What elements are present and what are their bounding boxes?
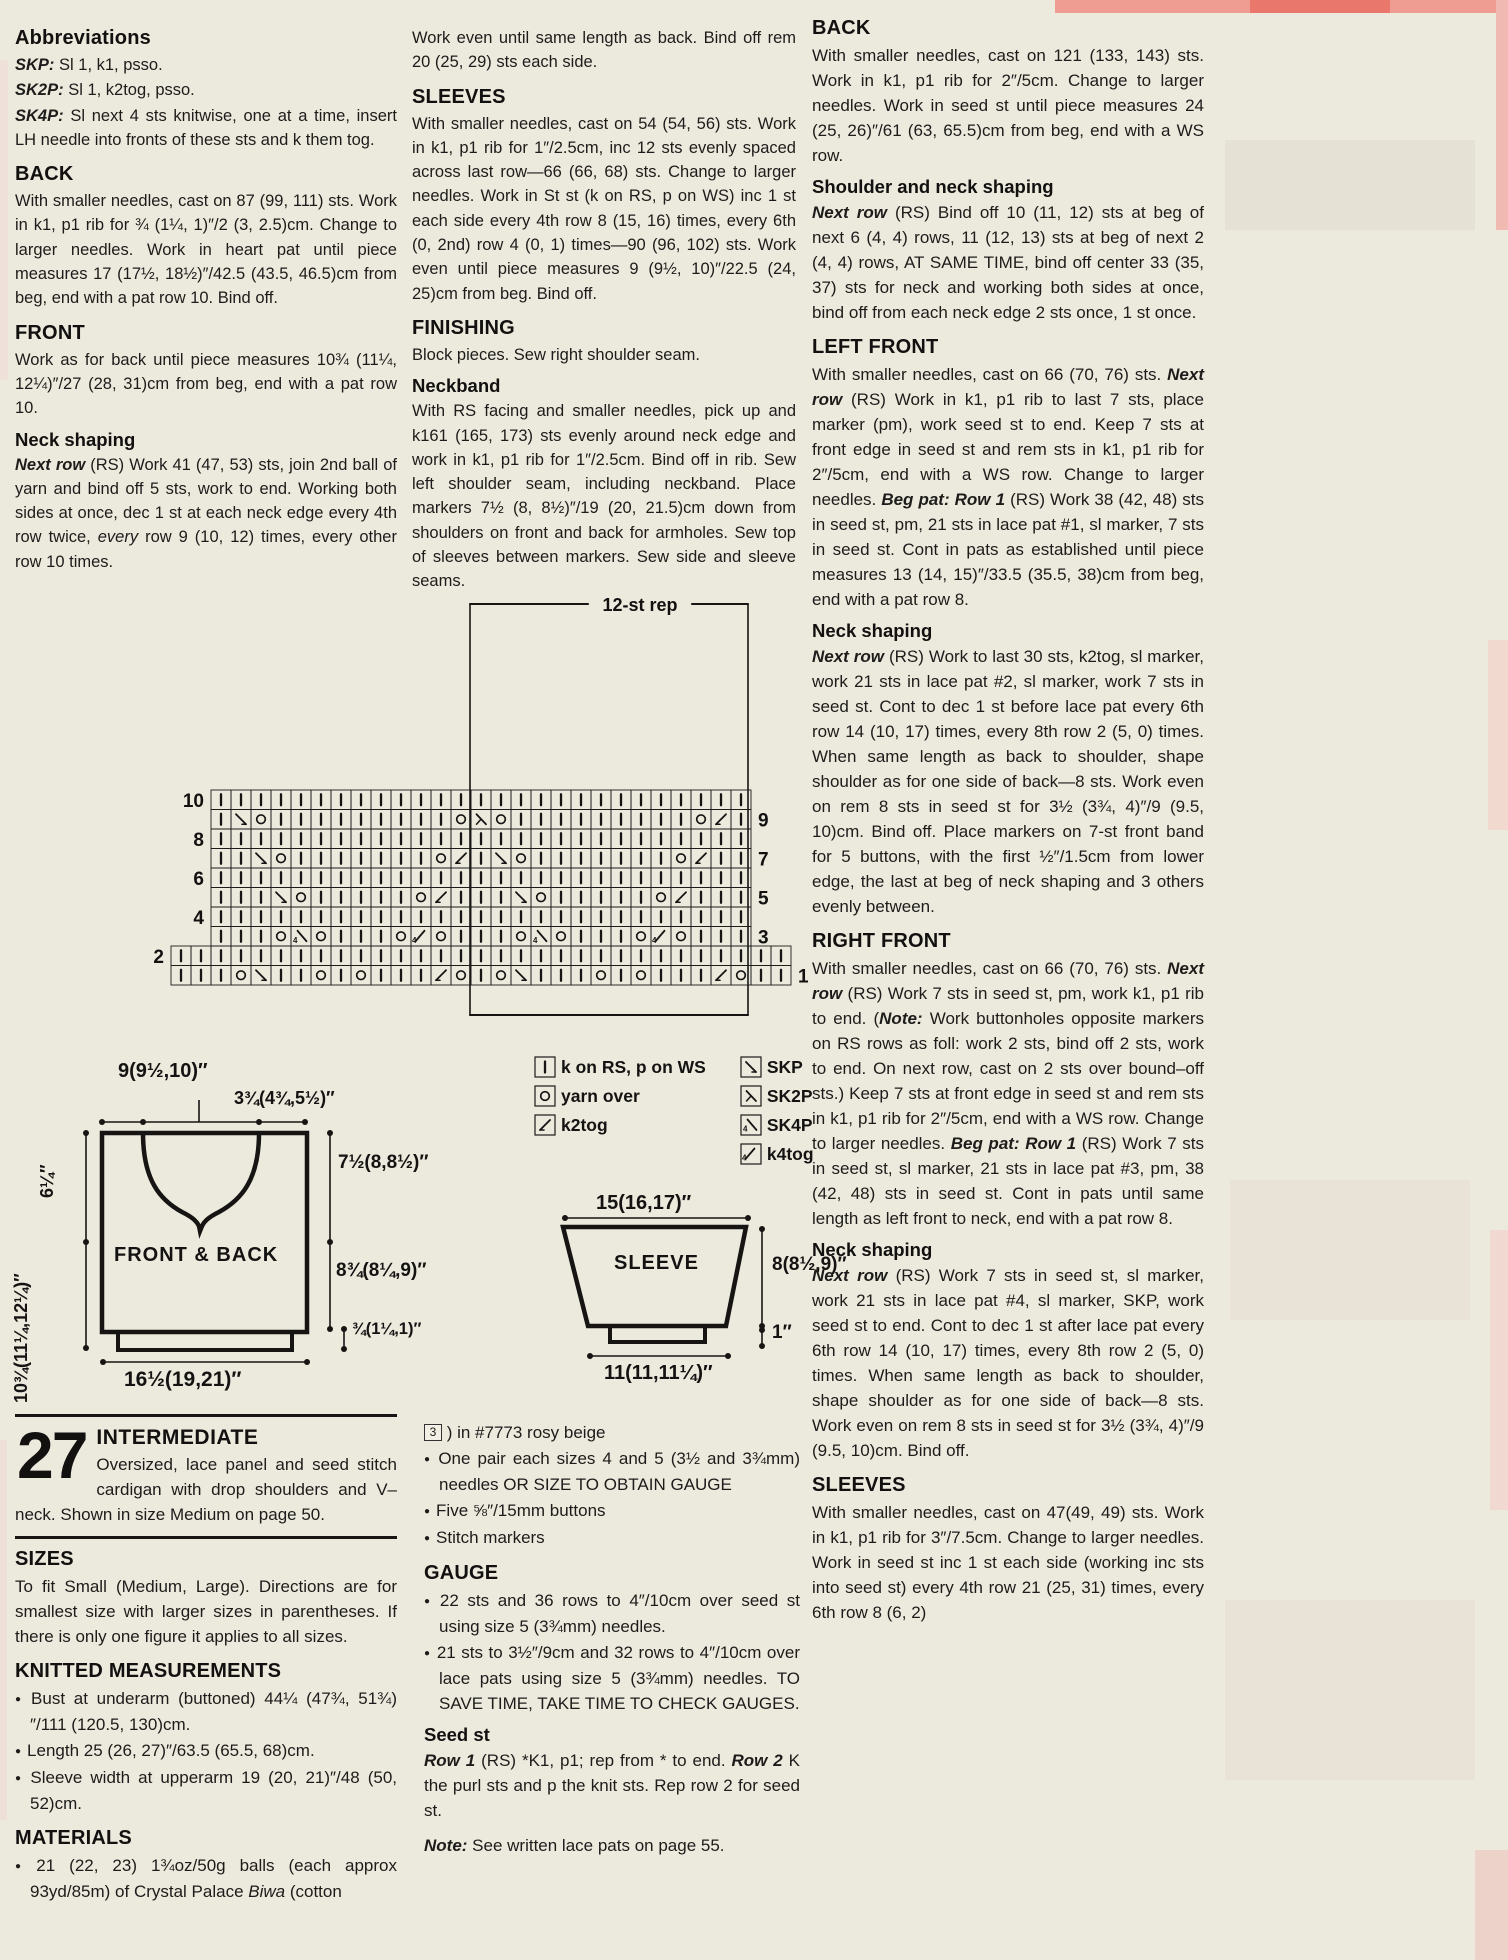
scan-artifact-top-strip-dark bbox=[1250, 0, 1390, 13]
measurement-sleeve-width: ● Sleeve width at upperarm 19 (20, 21)″/48 (50, 52)cm. bbox=[15, 1765, 397, 1816]
abbr-skp: SKP: Sl 1, k1, psso. bbox=[15, 56, 163, 74]
right-front-instructions: With smaller needles, cast on 66 (70, 76) sts. Next row (RS) Work 7 sts in seed st, pm, work k1, p1 rib to end. (Note: Work buttonholes opposite markers on RS rows as foll: work 2 sts, bind off 2 sts, work to end. On next row, cast on 2 sts over bound–off sts.) Keep 7 sts at front edge in seed st and rem sts in k1, p1 rib for 2″/5cm, end with a WS row. Change to larger needles. Beg pat: Row 1 (RS) Work 7 sts in seed st, sl marker, 21 sts in lace pat #3, pm, 38 (42, 48) sts in seed st. Cont in pats until same length as left front to neck, end with a pat row 8. bbox=[812, 959, 1204, 1228]
svg-text:4: 4 bbox=[193, 907, 204, 929]
svg-text:6: 6 bbox=[193, 868, 204, 890]
svg-text:4: 4 bbox=[741, 1153, 747, 1163]
pattern-number: 27 bbox=[17, 1423, 87, 1492]
legend-item-k4tog bbox=[740, 1143, 814, 1165]
chart-legend bbox=[534, 1056, 814, 1165]
legend-item-sk4p bbox=[740, 1114, 814, 1136]
scan-artifact-ghost bbox=[1230, 1180, 1470, 1320]
svg-text:12-st rep: 12-st rep bbox=[602, 595, 678, 615]
finishing-heading: FINISHING bbox=[412, 316, 515, 339]
knitted-measurements-heading: KNITTED MEASUREMENTS bbox=[15, 1660, 282, 1682]
abbreviations-heading: Abbreviations bbox=[15, 27, 151, 49]
fb-shoulder-width-label: 3¾(4¾,5½)″ bbox=[234, 1088, 335, 1108]
front-heading: FRONT bbox=[15, 321, 85, 344]
legend-item-k2tog bbox=[534, 1114, 706, 1136]
neck-shaping-instructions: Next row (RS) Work 41 (47, 53) sts, join 2nd ball of yarn and bind off 5 sts, work to end. Working both sides at once, dec 1 st at each neck edge every 4th row twice, every row 9 (10, 12) times, every other row 10 times. bbox=[15, 455, 397, 571]
shoulder-neck-shaping-heading: Shoulder and neck shaping bbox=[812, 176, 1054, 197]
legend-label: yarn over bbox=[561, 1085, 640, 1106]
k4tog-icon bbox=[740, 1143, 762, 1165]
svg-text:4: 4 bbox=[533, 935, 538, 945]
scan-artifact-right-edge bbox=[1496, 0, 1508, 230]
svg-text:10: 10 bbox=[182, 790, 204, 812]
sleeves-heading: SLEEVES bbox=[412, 85, 506, 108]
scan-artifact bbox=[0, 60, 8, 380]
pattern-description: Oversized, lace panel and seed stitch cardigan with drop shoulders and V–neck. Shown in size Medium on page 50. bbox=[15, 1455, 397, 1524]
legend-item-sk2p bbox=[740, 1085, 814, 1107]
right-column bbox=[812, 16, 1204, 1626]
knit-stitch-icon bbox=[534, 1056, 556, 1078]
right-front-heading: RIGHT FRONT bbox=[812, 930, 951, 952]
sleeve-piece-name: SLEEVE bbox=[614, 1252, 699, 1274]
legend-item-knit bbox=[534, 1056, 706, 1078]
fb-rib-height-label: ¾(1¼,1)″ bbox=[352, 1320, 422, 1338]
materials-buttons: ● Five ⅝″/15mm buttons bbox=[424, 1498, 800, 1524]
scan-artifact-top-strip bbox=[1055, 0, 1508, 13]
gauge-lace: ● 21 sts to 3½″/9cm and 32 rows to 4″/10cm over lace pats using size 5 (3¾mm) needles. TO SAVE TIME, TAKE TIME TO CHECK GAUGES. bbox=[424, 1640, 800, 1716]
lace-chart-grid bbox=[138, 592, 810, 1040]
chart-legend-right bbox=[740, 1056, 814, 1165]
gauge-seed-st: ● 22 sts and 36 rows to 4″/10cm over seed st using size 5 (3¾mm) needles. bbox=[424, 1588, 800, 1639]
fb-yoke-depth-label: 6¼″ bbox=[37, 1164, 57, 1198]
materials-needles: ● One pair each sizes 4 and 5 (3½ and 3¾mm) needles OR SIZE TO OBTAIN GAUGE bbox=[424, 1446, 800, 1497]
left-column-bottom bbox=[15, 1414, 397, 1905]
legend-label: SK2P bbox=[766, 1085, 813, 1106]
divider bbox=[15, 1414, 397, 1417]
neckband-instructions: With RS facing and smaller needles, pick up and k161 (165, 173) sts evenly around neck edge and work in k1, p1 rib for 1″/2.5cm. Bind off in rib. Sew left shoulder seam, including neckband. Place markers 7½ (8, 8½)″/19 (20, 21.5)cm down from shoulders on front and back for armholes. Sew top of sleeves between markers. Sew side and sleeve seams. bbox=[412, 402, 796, 591]
lace-chart bbox=[138, 592, 810, 1040]
materials-heading: MATERIALS bbox=[15, 1827, 132, 1849]
fb-bottom-width-label: 16½(19,21)″ bbox=[124, 1368, 242, 1391]
svg-text:4: 4 bbox=[293, 935, 298, 945]
sleeves-instructions-2: With smaller needles, cast on 47(49, 49) sts. Work in k1, p1 rib for 3″/7.5cm. Change to larger needles. Work in seed st inc 1 st each side (working inc sts into seed st) every 4th row 21 (25, 31) times, every 6th row 8 (6, 2) bbox=[812, 1503, 1204, 1622]
fb-lower-depth-label: 8¾(8¼,9)″ bbox=[336, 1260, 427, 1281]
materials-markers: ● Stitch markers bbox=[424, 1525, 800, 1551]
svg-text:7: 7 bbox=[758, 849, 769, 871]
sleeves-instructions: With smaller needles, cast on 54 (54, 56) sts. Work in k1, p1 rib for 1″/2.5cm, inc 12 sts evenly spaced across last row—66 (66, 68) sts. Change to larger needles. Work in St st (k on RS, p on WS) inc 1 st each side every 4th row 8 (15, 16) times, every 6th (0, 2nd) row 4 (0, 1) times—90 (96, 102) sts. Work even until piece measures 9 (9½, 10)″/22.5 (24, 25)cm from beg. Bind off. bbox=[412, 114, 796, 303]
neck-shaping-instructions-2: Next row (RS) Work to last 30 sts, k2tog, sl marker, work 21 sts in lace pat #2, sl marker, work 7 sts in seed st. Cont to dec 1 st before lace pat every 6th row 14 (10, 17) times, every 8th row 2 (5, 0) times. When same length as back to shoulder, shape shoulder as for one side of back—8 sts. Work even on rem 8 sts in seed st for 3½ (3¾, 4)″/9 (9.5, 10)cm. Bind off. Place markers on 7-st front band for 5 buttons, with the first ½″/1.5cm from lower edge, the last at beg of neck shaping and 3 others evenly between. bbox=[812, 647, 1204, 916]
sleeve-schematic bbox=[428, 1192, 868, 1397]
svg-text:8: 8 bbox=[193, 829, 204, 851]
svg-text:4: 4 bbox=[412, 935, 417, 945]
measurement-bust: ● Bust at underarm (buttoned) 44¼ (47¾, 51¾)″/111 (120.5, 130)cm. bbox=[15, 1686, 397, 1737]
neck-shaping-heading-2: Neck shaping bbox=[812, 620, 933, 641]
middle-column-top bbox=[412, 26, 796, 595]
middle-column-bottom bbox=[424, 1420, 800, 1859]
pattern-header bbox=[15, 1423, 397, 1528]
neck-shaping-heading-3: Neck shaping bbox=[812, 1239, 933, 1260]
yarn-weight-icon: 3 bbox=[424, 1424, 442, 1441]
abbr-sk2p: SK2P: Sl 1, k2tog, psso. bbox=[15, 81, 195, 100]
fb-side-length-label: 10¾(11¼,12¼)″ bbox=[11, 1273, 31, 1403]
abbr-sk4p: SK4P: Sl next 4 sts knitwise, one at a time, insert LH needle into fronts of these sts and k them tog. bbox=[15, 106, 397, 149]
back-heading-2: BACK bbox=[812, 17, 871, 39]
back-heading: BACK bbox=[15, 163, 74, 186]
fb-armhole-depth-label: 7½(8,8½)″ bbox=[338, 1152, 429, 1173]
fb-piece-name: FRONT & BACK bbox=[114, 1244, 279, 1266]
scan-artifact bbox=[1475, 1850, 1508, 1960]
front-instructions: Work as for back until piece measures 10¾ (11¼, 12¼)″/27 (28, 31)cm from beg, end with a pat row 10. bbox=[15, 350, 397, 418]
scan-artifact bbox=[0, 1440, 7, 1820]
scan-artifact bbox=[1490, 1230, 1508, 1510]
front-back-schematic bbox=[11, 1052, 462, 1412]
sk4p-icon bbox=[740, 1114, 762, 1136]
back-instructions: With smaller needles, cast on 87 (99, 111) sts. Work in k1, p1 rib for ¾ (1¼, 1)″/2 (3, 2.5)cm. Change to larger needles. Work in heart pat until piece measures 17 (17½, 18½)″/42.5 (43.5, 46.5)cm from beg, end with a pat row 10. Bind off. bbox=[15, 192, 397, 308]
fb-top-width-label: 9(9½,10)″ bbox=[118, 1060, 208, 1082]
scan-artifact-ghost bbox=[1225, 140, 1475, 230]
svg-text:9: 9 bbox=[758, 810, 769, 832]
materials-yarn: ● 21 (22, 23) 1¾oz/50g balls (each approx 93yd/85m) of Crystal Palace Biwa (cotton bbox=[15, 1853, 397, 1904]
note-text: Note: See written lace pats on page 55. bbox=[424, 1836, 725, 1855]
legend-label: SKP bbox=[766, 1056, 803, 1077]
legend-item-skp bbox=[740, 1056, 814, 1078]
continued-text: Work even until same length as back. Bind off rem 20 (25, 29) sts each side. bbox=[412, 29, 796, 72]
shoulder-neck-instructions: Next row (RS) Bind off 10 (11, 12) sts at beg of next 6 (4, 4) rows, 11 (12, 13) sts at beg of next 2 (4, 4) rows, AT SAME TIME, bind off center 33 (35, 37) sts for neck and working both sides at once, bind off from each neck edge 2 sts once, 1 st once. bbox=[812, 203, 1204, 322]
measurement-length: ● Length 25 (26, 27)″/63.5 (65.5, 68)cm. bbox=[15, 1738, 397, 1764]
neck-shaping-instructions-3: Next row (RS) Work 7 sts in seed st, sl marker, work 21 sts in lace pat #4, sl marker, SKP, work seed st to end. Cont to dec 1 st after lace pat every 6th row 14 (10, 17) times, every 8th row 2 (5, 0) times. When same length as back to shoulder, shape shoulder as for one side of back—8 sts. Work even on rem 8 sts in seed st for 3½ (3¾, 4)″/9 (9.5, 10)cm. Bind off. bbox=[812, 1266, 1204, 1460]
sizes-heading: SIZES bbox=[15, 1548, 74, 1570]
legend-label: k2tog bbox=[561, 1114, 608, 1135]
sleeve-top-width-label: 15(16,17)″ bbox=[596, 1192, 692, 1214]
svg-text:2: 2 bbox=[153, 946, 164, 968]
legend-item-yarn-over bbox=[534, 1085, 706, 1107]
svg-text:1: 1 bbox=[798, 966, 809, 988]
yarn-color-line: 3 ) in #7773 rosy beige bbox=[424, 1420, 800, 1445]
scan-artifact-ghost bbox=[1225, 1600, 1475, 1780]
svg-text:3: 3 bbox=[758, 927, 769, 949]
divider bbox=[15, 1536, 397, 1539]
neckband-heading: Neckband bbox=[412, 375, 501, 397]
left-front-heading: LEFT FRONT bbox=[812, 336, 939, 358]
back-instructions-2: With smaller needles, cast on 121 (133, 143) sts. Work in k1, p1 rib for 2″/5cm. Change to larger needles. Work in seed st until piece measures 24 (25, 26)″/61 (63, 65.5)cm from beg, end with a WS row. bbox=[812, 46, 1204, 165]
sleeve-bottom-width-label: 11(11,11¼)″ bbox=[604, 1362, 713, 1384]
pattern-level: INTERMEDIATE bbox=[96, 1426, 259, 1449]
chart-legend-left bbox=[534, 1056, 706, 1165]
k2tog-icon bbox=[534, 1114, 556, 1136]
gauge-heading: GAUGE bbox=[424, 1562, 499, 1584]
seed-st-heading: Seed st bbox=[424, 1724, 490, 1745]
left-column-top bbox=[15, 26, 397, 575]
legend-label: k on RS, p on WS bbox=[561, 1056, 706, 1077]
scan-artifact bbox=[1488, 640, 1508, 830]
svg-text:4: 4 bbox=[742, 1124, 748, 1134]
svg-text:4: 4 bbox=[652, 935, 657, 945]
finishing-instructions: Block pieces. Sew right shoulder seam. bbox=[412, 345, 700, 364]
sleeves-heading-2: SLEEVES bbox=[812, 1474, 906, 1496]
svg-text:5: 5 bbox=[758, 888, 769, 910]
seed-st-instructions: Row 1 (RS) *K1, p1; rep from * to end. Row 2 K the purl sts and p the knit sts. Rep row 2 for seed st. bbox=[424, 1751, 800, 1820]
left-front-instructions: With smaller needles, cast on 66 (70, 76) sts. Next row (RS) Work in k1, p1 rib to last 7 sts, place marker (pm), work seed st to end. Keep 7 sts at front edge in seed st and rem sts in k1, p1 rib for 2″/5cm, end with a WS row. Change to larger needles. Beg pat: Row 1 (RS) Work 38 (42, 48) sts in seed st, pm, 21 sts in lace pat #1, sl marker, 7 sts in seed st. Cont in pats as established until piece measures 13 (14, 15)″/33.5 (35.5, 38)cm from beg, end with a pat row 8. bbox=[812, 365, 1205, 609]
skp-icon bbox=[740, 1056, 762, 1078]
yarn-over-icon bbox=[534, 1085, 556, 1107]
sizes-text: To fit Small (Medium, Large). Directions are for smallest size with larger sizes in parentheses. If there is only one figure it applies to all sizes. bbox=[15, 1577, 397, 1646]
legend-label: SK4P bbox=[766, 1114, 813, 1135]
legend-label: k4tog bbox=[766, 1143, 814, 1164]
sk2p-icon bbox=[740, 1085, 762, 1107]
sleeve-cuff-label: 1″ bbox=[772, 1322, 792, 1343]
sleeve-length-label: 8(8½,9)″ bbox=[772, 1254, 847, 1275]
neck-shaping-heading: Neck shaping bbox=[15, 428, 136, 450]
